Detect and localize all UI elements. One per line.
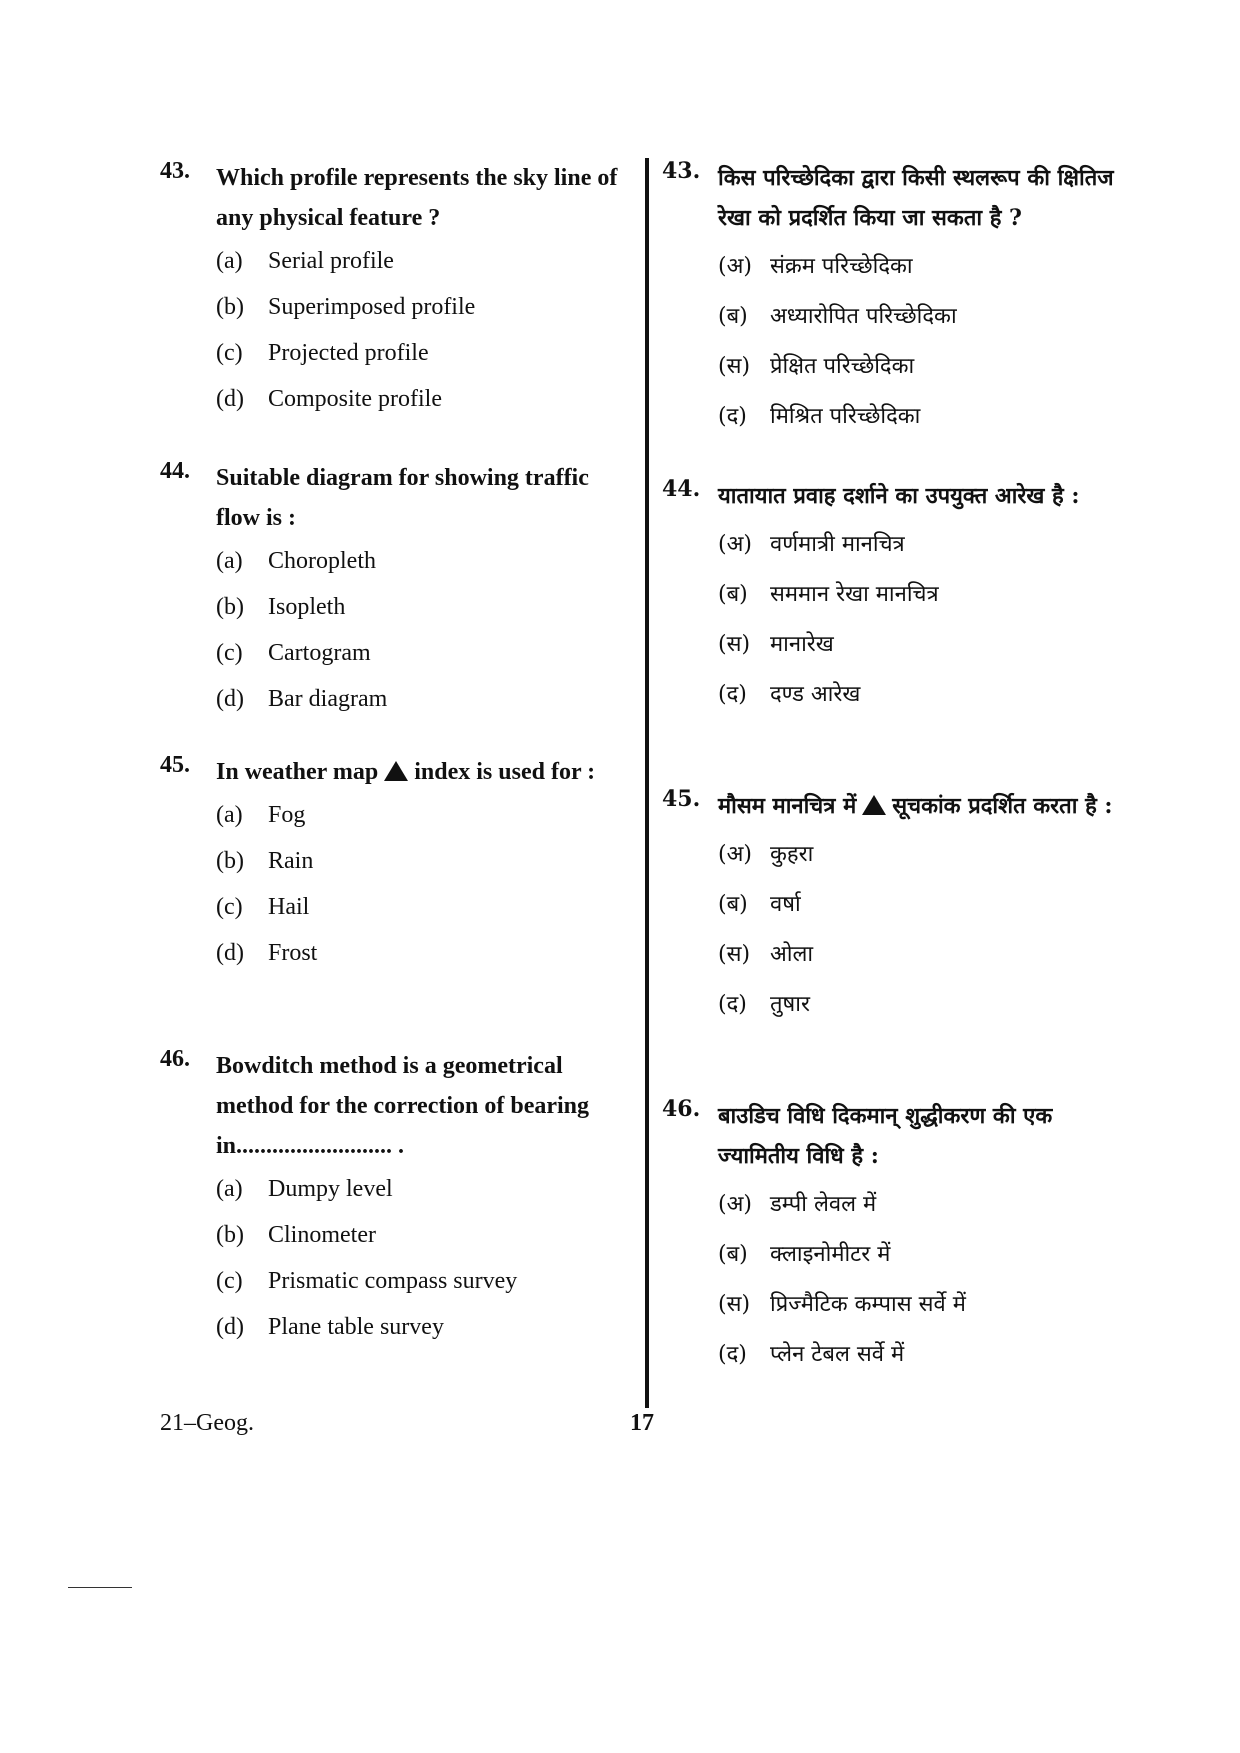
question-text: Which profile represents the sky line of any physical feature ? xyxy=(216,165,618,231)
option-text: डम्पी लेवल में xyxy=(770,1192,877,1217)
option-text: Hail xyxy=(268,894,310,920)
option-text: अध्यारोपित परिच्छेदिका xyxy=(770,304,957,329)
option-label: (स) xyxy=(718,942,751,967)
option xyxy=(216,848,630,894)
option-label: (द) xyxy=(718,682,747,707)
option xyxy=(216,294,630,340)
question-46-en xyxy=(160,1046,630,1360)
option xyxy=(216,640,630,686)
option xyxy=(216,248,630,294)
option-text: क्लाइनोमीटर में xyxy=(770,1242,891,1267)
option xyxy=(718,528,1140,578)
option xyxy=(718,678,1140,728)
option xyxy=(216,802,630,848)
option-text: तुषार xyxy=(770,992,810,1017)
option xyxy=(216,340,630,386)
option xyxy=(216,894,630,940)
option-label: (द) xyxy=(718,992,747,1017)
option-text: प्लेन टेबल सर्वे में xyxy=(770,1342,905,1367)
option xyxy=(718,250,1140,300)
option-text: Projected profile xyxy=(268,340,429,366)
paper-code: 21–Geog. xyxy=(160,1410,254,1436)
option xyxy=(216,686,630,732)
option-label: (d) xyxy=(216,386,244,412)
option-text: दण्ड आरेख xyxy=(770,682,861,707)
option-text: Prismatic compass survey xyxy=(268,1268,518,1294)
filled-triangle-icon xyxy=(384,761,408,781)
option xyxy=(216,1314,630,1360)
option-label: (a) xyxy=(216,548,243,574)
option-label: (c) xyxy=(216,1268,243,1294)
option-label: (c) xyxy=(216,640,243,666)
option-text: Bar diagram xyxy=(268,686,388,712)
option-label: (ब) xyxy=(718,1242,748,1267)
page-number: 17 xyxy=(630,1410,654,1436)
option xyxy=(718,628,1140,678)
option-text: Plane table survey xyxy=(268,1314,444,1340)
option-label: (स) xyxy=(718,632,751,657)
question-44-en xyxy=(160,458,630,732)
option-label: (द) xyxy=(718,1342,747,1367)
option-text: Cartogram xyxy=(268,640,371,666)
option xyxy=(718,1188,1140,1238)
option-text: Superimposed profile xyxy=(268,294,476,320)
option-text: Dumpy level xyxy=(268,1176,393,1202)
option-text: कुहरा xyxy=(770,842,814,867)
option-label: (c) xyxy=(216,894,243,920)
option xyxy=(718,400,1140,450)
option xyxy=(718,988,1140,1038)
filled-triangle-icon xyxy=(862,795,886,815)
option-text: Frost xyxy=(268,940,318,966)
option-text: मानारेख xyxy=(770,632,834,657)
question-number: 46. xyxy=(662,1096,701,1122)
option xyxy=(718,300,1140,350)
option xyxy=(216,1176,630,1222)
option-text: Isopleth xyxy=(268,594,346,620)
question-number: 43. xyxy=(662,158,701,184)
question-text: Suitable diagram for showing traffic flow is : xyxy=(216,465,589,531)
question-number: 45. xyxy=(662,786,701,812)
option-label: (d) xyxy=(216,686,244,712)
option-label: (b) xyxy=(216,1222,244,1248)
option-text: Clinometer xyxy=(268,1222,376,1248)
option-label: (b) xyxy=(216,848,244,874)
option-label: (c) xyxy=(216,340,243,366)
question-43-hi xyxy=(662,158,1140,450)
option-text: प्रेक्षित परिच्छेदिका xyxy=(770,354,915,379)
option-text: ओला xyxy=(770,942,814,967)
question-text: बाउडिच विधि दिकमान् शुद्धीकरण की एक ज्यामितीय विधि है : xyxy=(718,1103,1053,1169)
question-number: 43. xyxy=(160,158,190,184)
option xyxy=(718,838,1140,888)
question-number: 44. xyxy=(662,476,701,502)
option-label: (d) xyxy=(216,940,244,966)
option-label: (b) xyxy=(216,294,244,320)
option xyxy=(718,350,1140,400)
option xyxy=(718,938,1140,988)
option-label: (ब) xyxy=(718,892,748,917)
question-text-part: सूचकांक प्रदर्शित करता है : xyxy=(892,793,1113,819)
option-text: वर्षा xyxy=(770,892,801,917)
question-text xyxy=(216,752,630,792)
option xyxy=(718,1288,1140,1338)
question-text xyxy=(718,786,1140,826)
question-text: यातायात प्रवाह दर्शाने का उपयुक्त आरेख है : xyxy=(718,483,1080,509)
option-label: (ब) xyxy=(718,304,748,329)
option-label: (अ) xyxy=(718,1192,752,1217)
option xyxy=(216,594,630,640)
option xyxy=(718,888,1140,938)
option-label: (d) xyxy=(216,1314,244,1340)
scan-mark xyxy=(68,1587,132,1588)
option-text: Composite profile xyxy=(268,386,442,412)
option-text: वर्णमात्री मानचित्र xyxy=(770,532,905,557)
question-text-part: मौसम मानचित्र में xyxy=(718,793,857,819)
option-text: Fog xyxy=(268,802,306,828)
option xyxy=(718,1238,1140,1288)
question-text: Bowditch method is a geometrical method for the correction of bearing in.......................... . xyxy=(216,1053,590,1159)
option-label: (a) xyxy=(216,1176,243,1202)
option-text: मिश्रित परिच्छेदिका xyxy=(770,404,921,429)
option-label: (ब) xyxy=(718,582,748,607)
option-label: (स) xyxy=(718,1292,751,1317)
option xyxy=(718,1338,1140,1388)
option-label: (स) xyxy=(718,354,751,379)
option-text: Choropleth xyxy=(268,548,376,574)
option xyxy=(216,548,630,594)
option-label: (b) xyxy=(216,594,244,620)
question-number: 44. xyxy=(160,458,190,484)
option-label: (a) xyxy=(216,248,243,274)
column-divider xyxy=(645,158,649,1408)
question-number: 46. xyxy=(160,1046,190,1072)
question-43-en xyxy=(160,158,630,432)
option-text: सममान रेखा मानचित्र xyxy=(770,582,939,607)
question-46-hi xyxy=(662,1096,1140,1388)
question-text: किस परिच्छेदिका द्वारा किसी स्थलरूप की क्षितिज रेखा को प्रदर्शित किया जा सकता है ? xyxy=(718,165,1114,231)
option-text: संक्रम परिच्छेदिका xyxy=(770,254,913,279)
option-label: (अ) xyxy=(718,532,752,557)
option xyxy=(216,1222,630,1268)
question-text-part: index is used for : xyxy=(414,759,596,785)
question-44-hi xyxy=(662,476,1140,728)
option-label: (द) xyxy=(718,404,747,429)
option xyxy=(216,940,630,986)
question-45-hi xyxy=(662,786,1140,1038)
question-number: 45. xyxy=(160,752,190,778)
question-45-en xyxy=(160,752,630,986)
option-text: प्रिज्मैटिक कम्पास सर्वे में xyxy=(770,1292,966,1317)
option-label: (अ) xyxy=(718,254,752,279)
option-label: (a) xyxy=(216,802,243,828)
option-text: Rain xyxy=(268,848,314,874)
option xyxy=(216,386,630,432)
option xyxy=(718,578,1140,628)
option-label: (अ) xyxy=(718,842,752,867)
option xyxy=(216,1268,630,1314)
question-text-part: In weather map xyxy=(216,759,379,785)
option-text: Serial profile xyxy=(268,248,394,274)
